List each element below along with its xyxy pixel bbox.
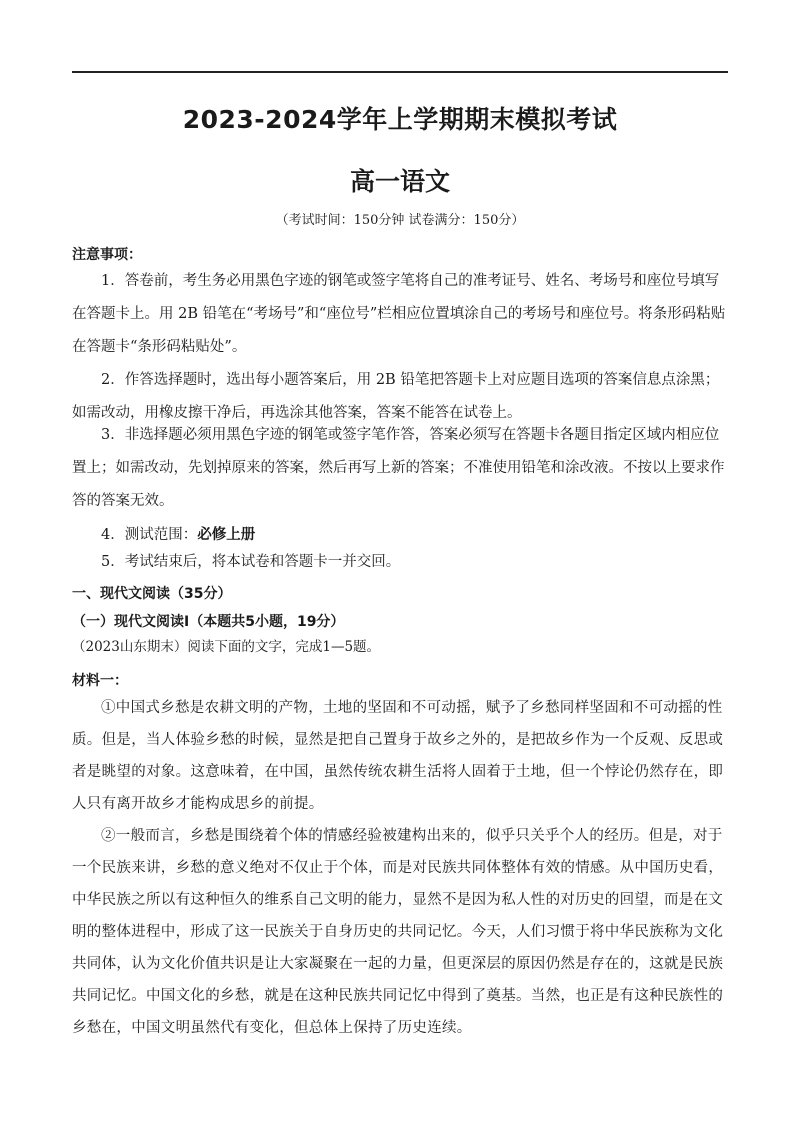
material-paragraph-2: ②一般而言，乡愁是围绕着个体的情感经验被建构出来的，似乎只关乎个人的经历。但是，对于一个民族来讲，乡愁的意义绝对不仅止于个体，而是对民族共同体整体有效的情感。从中国历史看，中华民族之所以有这种恒久的维系自己文明的能力，显然不是因为私人性的对历史的回望，而是在文明的整体进程中，形成了这一民族关于自身历史的共同记忆。今天，人们习惯于将中华民族称为文化共同体，认为文化价值共识是让大家凝聚在一起的力量，但更深层的原因仍然是存在的，这就是民族共同记忆。中国文化的乡愁，就是在这种民族共同记忆中得到了奠基。当然，也正是有这种民族性的乡愁在，中国文明虽然代有变化，但总体上保持了历史连续。 bbox=[72, 828, 724, 1036]
notes-item-1: 1．答卷前，考生务必用黑色字迹的钢笔或签字笔将自己的准考证号、姓名、考场号和座位号填写在答题卡上。用 2B 铅笔在“考场号”和“座位号”栏相应位置填涂自己的考场号和座位号。将条形码粘贴在答题卡“条形码粘贴处”。 bbox=[72, 273, 726, 355]
material-label: 材料一： bbox=[72, 673, 128, 689]
header-rule bbox=[72, 71, 728, 73]
notes-item-3: 3．非选择题必须用黑色字迹的钢笔或签字笔作答，答案必须写在答题卡各题目指定区域内相应位置上；如需改动，先划掉原来的答案，然后再写上新的答案；不准使用铅笔和涂改液。不按以上要求作答的答案无效。 bbox=[72, 427, 725, 509]
exam-info: （考试时间：150分钟 试卷满分：150分） bbox=[275, 213, 525, 228]
notes-item-2: 2．作答选择题时，选出每小题答案后，用 2B 铅笔把答题卡上对应题目选项的答案信息点涂黑；如需改动，用橡皮擦干净后，再选涂其他答案，答案不能答在试卷上。 bbox=[72, 372, 720, 421]
subsection-heading: （一）现代文阅读Ⅰ（本题共5小题，19分） bbox=[72, 614, 345, 630]
notes-heading: 注意事项： bbox=[72, 247, 142, 263]
reading-instruction: （2023山东期末）阅读下面的文字，完成1—5题。 bbox=[72, 639, 381, 655]
notes-item-4-prefix: 4．测试范围： bbox=[101, 527, 198, 543]
subject-title: 高一语文 bbox=[349, 167, 450, 196]
material-paragraph-1: ①中国式乡愁是农耕文明的产物，土地的坚固和不可动摇，赋予了乡愁同样坚固和不可动摇的性质。但是，当人体验乡愁的时候，显然是把自己置身于故乡之外的，是把故乡作为一个反观、反思或者是眺望的对象。这意味着，在中国，虽然传统农耕生活将人固着于土地，但一个悖论仍然存在，即人只有离开故乡才能构成思乡的前提。 bbox=[72, 700, 724, 812]
section-heading: 一、现代文阅读（35分） bbox=[72, 586, 232, 602]
exam-title: 2023-2024学年上学期期末模拟考试 bbox=[182, 105, 618, 134]
notes-item-4-scope: 必修上册 bbox=[197, 526, 256, 543]
notes-item-5: 5．考试结束后，将本试卷和答题卡一并交回。 bbox=[101, 554, 401, 570]
